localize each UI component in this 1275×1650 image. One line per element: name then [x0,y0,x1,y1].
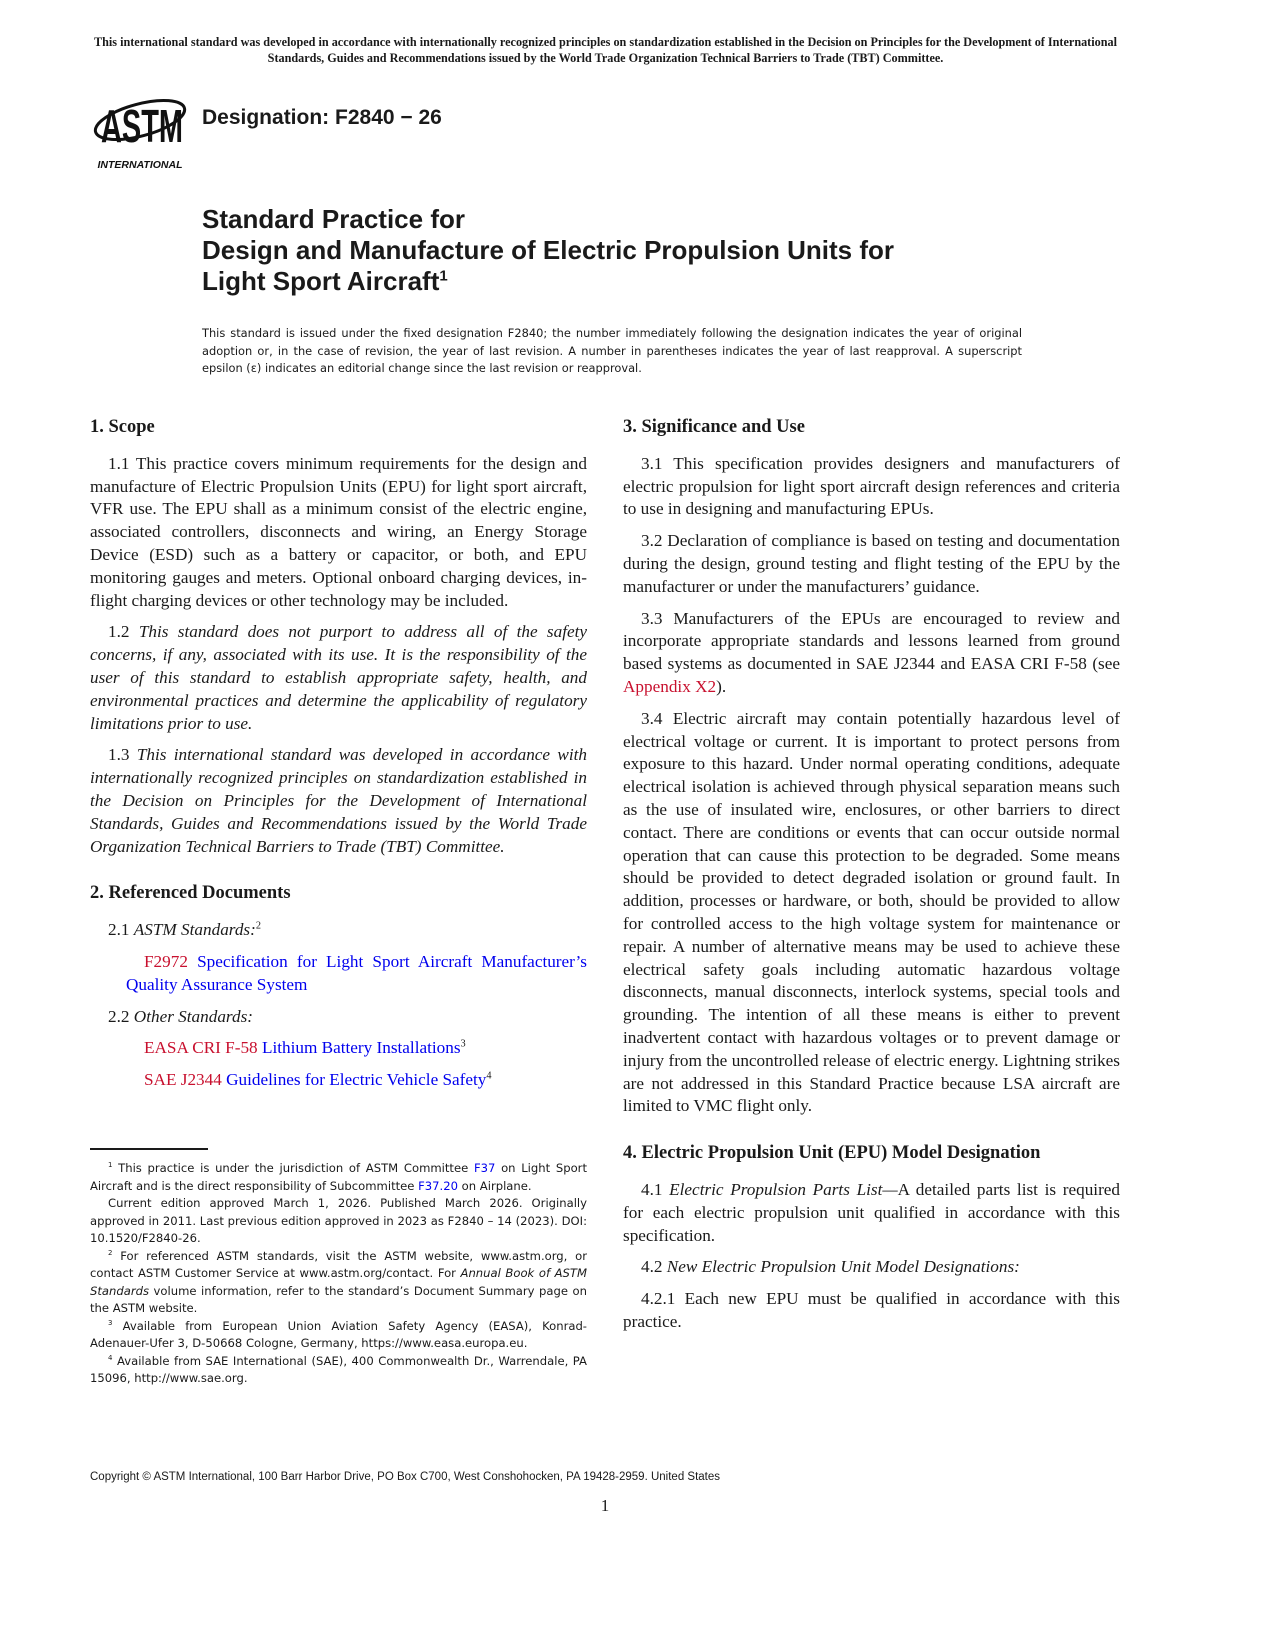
link-f37[interactable]: F37 [473,1161,496,1175]
section-heading-scope: 1. Scope [90,417,155,437]
footnote-1: $^1$ This practice is under the jurisdiction of ASTM Committee F37 on Light Sport Aircraft and is the direct responsibility of Subcommittee F37.20 on Airplane. [90,1161,587,1193]
page-number: 1 [600,1496,610,1515]
footnote-ref[interactable]: 1 [439,267,448,285]
title-line: Light Sport Aircraft [202,266,440,296]
footnote-1-edition: Current edition approved March 1, 2026. Published March 2026. Originally approved in 2011. Last previous edition approved in 2023 as F2840 – 14 (2023). DOI: 10.1520/F2840-26. [90,1196,587,1245]
paragraph-3-1: 3.1 This specification provides designers and manufacturers of electric propulsion for light sport aircraft design references and criteria to use in designing and manufacturing EPUs. [623,453,1120,519]
right-column [623,416,1120,1343]
astm-logo [92,82,192,172]
reference-sae-j2344[interactable]: SAE J2344 Guidelines for Electric Vehicle Safety$^4$ [144,1070,492,1090]
footnote-2: $^2$ For referenced ASTM standards, visit the ASTM website, www.astm.org, or contact ASTM Customer Service at www.astm.org/contact. For Annual Book of ASTM Standards volume information, refer to the standard’s Document Summary page on the ASTM website. [90,1248,587,1315]
document-title [202,204,894,297]
paragraph-4-2: 4.2 New Electric Propulsion Unit Model Designations: [641,1257,1020,1277]
paragraph-1-2: 1.2 This standard does not purport to address all of the safety concerns, if any, associated with its use. It is the responsibility of the user of this standard to establish appropriate safety, health, and environmental practices and determine the applicability of regulatory limitations prior to use. [90,622,587,733]
designation: Designation: F2840 − 26 [202,106,442,129]
paragraph-2-2: 2.2 Other Standards: [108,1006,253,1026]
wto-notice: This international standard was developed in accordance with internationally recognized principles on standardization established in the Decision on Principles for the Development of International Standards, Guides and Recommendations issued by the World Trade Organization Technical Barriers to Trade (TBT) Committee. [94,35,1117,65]
link-appendix-x2[interactable]: Appendix X2 [623,676,717,696]
section-heading-epu-model-designation: 4. Electric Propulsion Unit (EPU) Model Designation [623,1143,1041,1164]
paragraph-1-3: 1.3 This international standard was developed in accordance with internationally recognized principles on standardization established in the Decision on Principles for the Development of International Standards, Guides and Recommendations issued by the World Trade Organization Technical Barriers to Trade (TBT) Committee. [90,745,587,856]
footnotes [90,1160,587,1388]
reference-f2972[interactable]: F2972 Specification for Light Sport Aircraft Manufacturer’s Quality Assurance System [126,951,587,994]
paragraph-3-3: 3.3 Manufacturers of the EPUs are encouraged to review and incorporate appropriate standards and lessons learned from ground based systems as documented in SAE J2344 and EASA CRI F-58 (see Appendix X2). [623,608,1120,696]
reference-easa-cri-f58[interactable]: EASA CRI F-58 Lithium Battery Installations$^3$ [144,1038,466,1058]
paragraph-1-1: 1.1 This practice covers minimum requirements for the design and manufacture of Electric Propulsion Units (EPU) for light sport aircraft, VFR use. The EPU shall as a minimum consist of the electric engine, associated controllers, disconnects and wiring, an Energy Storage Device (ESD) such as a battery or capacitor, or both, and EPU monitoring gauges and meters. Optional onboard charging devices, in-flight charging devices or other technology may be included. [90,453,587,610]
paragraph-3-4: 3.4 Electric aircraft may contain potentially hazardous level of electrical voltage or current. It is important to protect persons from exposure to this hazard. Under normal operating conditions, adequate electrical isolation is achieved through physical separation means such as the use of insulated wire, enclosures, or other barriers to direct contact. There are conditions or events that can occur outside normal operation that can cause this protection to be degraded. Some means should be provided to detect degraded isolation or ground fault. In addition, processes or hardware, or both, should be provided to allow for controlled access to the high voltage system for maintenance or repair. A number of alternative means may be used to achieve these electrical safety goals including automatic hazardous voltage disconnects, manual disconnects, interlock systems, special tools and grounding. The intention of all these means is either to prevent inadvertent contact with hazardous voltages or to prevent damage or injury from the uncontrolled release of electric energy. Lightning strikes are not addressed in this Standard Practice because LSA aircraft are limited to VMC flight only. [623,708,1120,1116]
svg-text:ASTM: ASTM [101,100,183,152]
svg-text:INTERNATIONAL: INTERNATIONAL [97,159,183,171]
footnote-4: $^4$ Available from SAE International (SAE), 400 Commonwealth Dr., Warrendale, PA 15096, http://www.sae.org. [90,1353,587,1385]
copyright: Copyright © ASTM International, 100 Barr Harbor Drive, PO Box C700, West Conshohocken, PA 19428-2959. United States [90,1471,721,1483]
title-line: Design and Manufacture of Electric Propulsion Units for [202,235,894,265]
paragraph-2-1: 2.1 ASTM Standards:$^2$ [108,920,262,940]
issuance-note: This standard is issued under the fixed designation F2840; the number immediately following the designation indicates the year of original adoption or, in the case of revision, the year of last revision. A number in parentheses indicates the year of last reapproval. A superscript epsilon (ε) indicates an editorial change since the last revision or reapproval. [202,326,1022,375]
title-line: Standard Practice for [202,204,465,234]
footnote-3: $^3$ Available from European Union Aviation Safety Agency (EASA), Konrad-Adenauer-Ufer 3, D-50668 Cologne, Germany, https://www.easa.europa.eu. [90,1318,587,1350]
footnote-divider [90,1148,208,1150]
paragraph-4-2-1: 4.2.1 Each new EPU must be qualified in accordance with this practice. [623,1289,1120,1331]
section-heading-significance: 3. Significance and Use [623,417,805,437]
paragraph-3-2: 3.2 Declaration of compliance is based on testing and documentation during the design, ground testing and flight testing of the EPU by the manufacturer or under the manufacturers’ guidance. [623,531,1120,596]
section-heading-referenced-documents: 2. Referenced Documents [90,883,291,904]
left-column [90,416,587,1101]
paragraph-4-1: 4.1 Electric Propulsion Parts List—A detailed parts list is required for each electric propulsion unit qualified in accordance with this specification. [623,1179,1121,1245]
link-f37-20[interactable]: F37.20 [418,1178,458,1193]
